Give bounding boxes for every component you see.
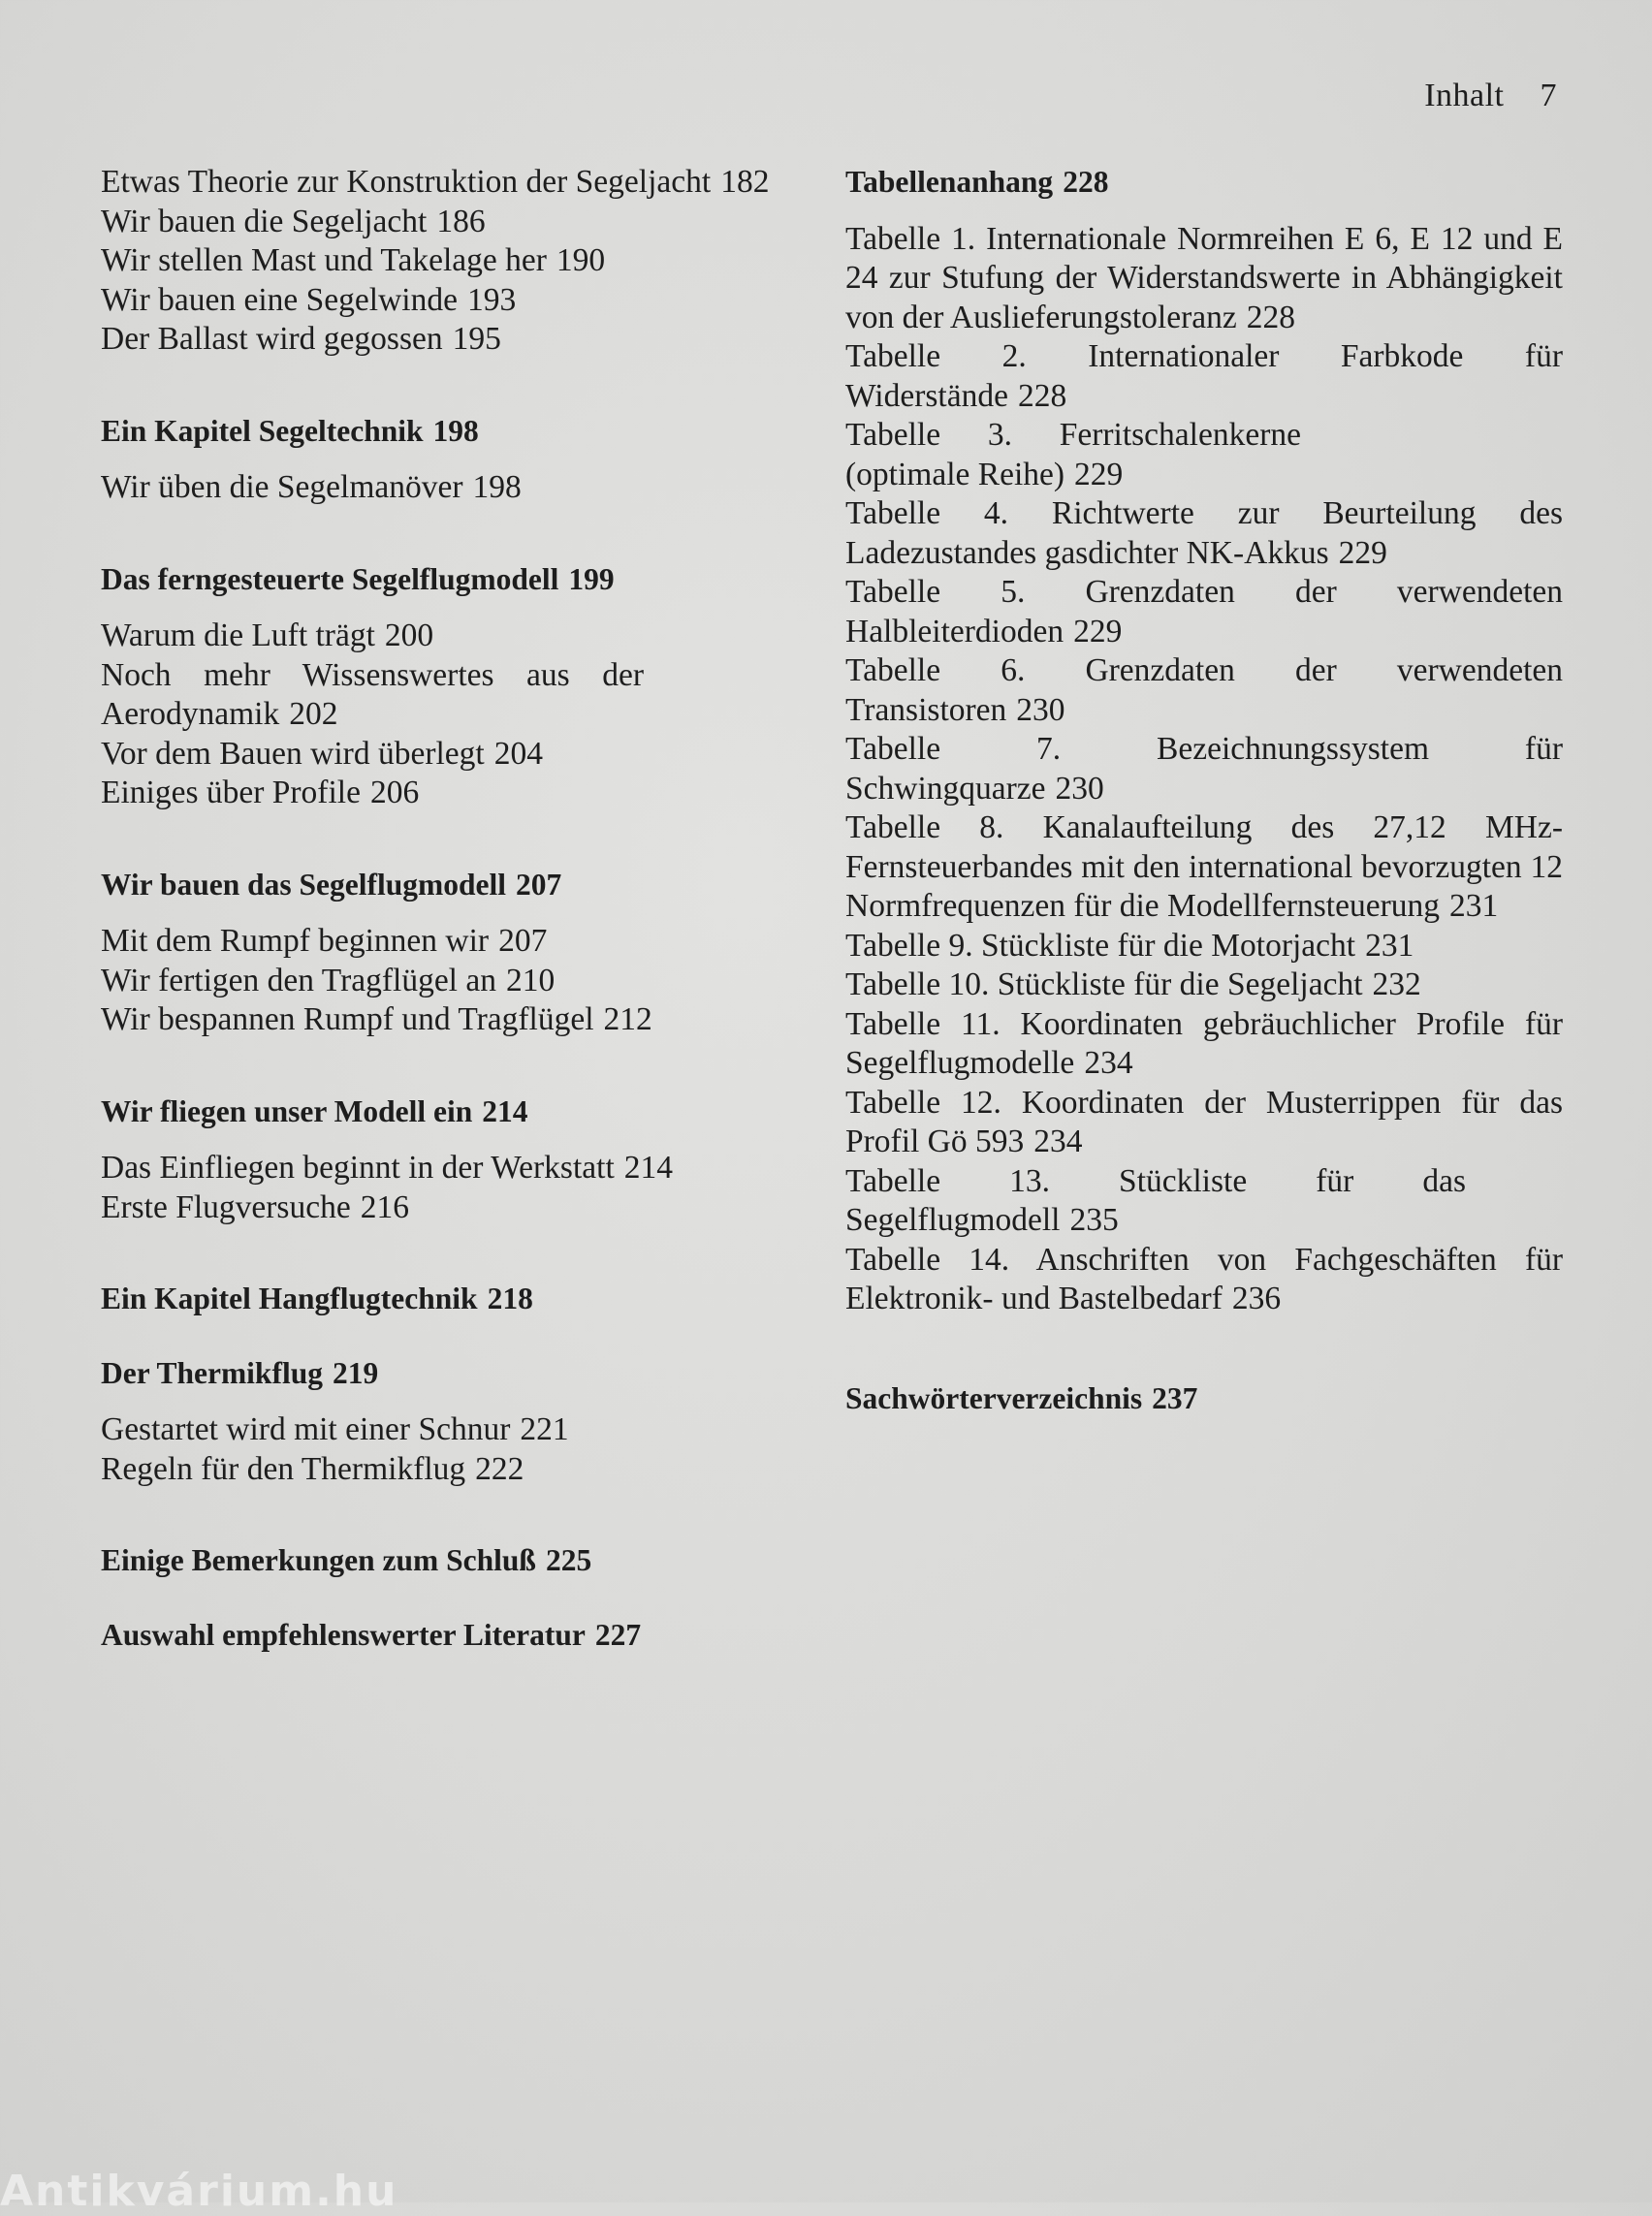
section-heading: Sachwörterverzeichnis 237 bbox=[845, 1380, 1198, 1415]
table-entry: Tabelle 14. Anschriften von Fachgeschäften für Elektronik- und Bastelbedarf 236 bbox=[845, 1241, 1563, 1316]
table-entry: Tabelle 13. Stückliste für das Segelflugmodell 235 bbox=[845, 1162, 1466, 1238]
page-number: 7 bbox=[1540, 78, 1557, 113]
toc-entry: Warum die Luft trägt 200 bbox=[101, 617, 434, 653]
section-heading: Einige Bemerkungen zum Schluß 225 bbox=[101, 1543, 592, 1577]
section-heading: Auswahl empfehlenswerter Literatur 227 bbox=[101, 1617, 642, 1652]
toc-entry: Der Ballast wird gegossen 195 bbox=[101, 321, 501, 357]
toc-entry: Noch mehr Wissenswertes aus der Aerodynamik 202 bbox=[101, 656, 644, 732]
table-entry: Tabelle 5. Grenzdaten der verwendeten Halbleiterdioden 229 bbox=[845, 574, 1563, 649]
toc-entry: Wir bauen die Segeljacht 186 bbox=[101, 203, 486, 239]
table-entry: Tabelle 8. Kanalaufteilung des 27,12 MHz-Fernsteuerbandes mit den international bevorzugten 12 Normfrequenzen für die Modellfernsteuerung 231 bbox=[845, 809, 1563, 924]
table-entry: Tabelle 12. Koordinaten der Musterrippen für das Profil Gö 593 234 bbox=[845, 1084, 1563, 1159]
header-title: Inhalt bbox=[1424, 78, 1505, 113]
toc-entry: Wir fertigen den Tragflügel an 210 bbox=[101, 962, 556, 998]
table-entry: Tabelle 10. Stückliste für die Segeljacht 232 bbox=[845, 966, 1421, 1002]
table-entry: Tabelle 11. Koordinaten gebräuchlicher Profile für Segelflugmodelle 234 bbox=[845, 1005, 1563, 1081]
table-entry: Tabelle 3. Ferritschalenkerne (optimale Reihe) 229 bbox=[845, 417, 1301, 492]
toc-entry: Wir üben die Segelmanöver 198 bbox=[101, 469, 522, 505]
table-entry: Tabelle 2. Internationaler Farbkode für Widerstände 228 bbox=[845, 338, 1563, 414]
table-entry: Tabelle 7. Bezeichnungssystem für Schwingquarze 230 bbox=[845, 731, 1563, 807]
running-header bbox=[1424, 78, 1557, 114]
toc-entry: Mit dem Rumpf beginnen wir 207 bbox=[101, 923, 548, 959]
table-entry: Tabelle 9. Stückliste für die Motorjacht 231 bbox=[845, 927, 1414, 964]
intro-entries bbox=[101, 163, 799, 360]
toc-entry: Etwas Theorie zur Konstruktion der Segeljacht 182 bbox=[101, 164, 770, 200]
toc-entry: Gestartet wird mit einer Schnur 221 bbox=[101, 1411, 569, 1447]
toc-left-column bbox=[101, 163, 799, 1672]
section-heading: Der Thermikflug 219 bbox=[101, 1355, 379, 1390]
section-heading: Tabellenanhang 228 bbox=[845, 165, 1109, 199]
toc-entry: Wir stellen Mast und Takelage her 190 bbox=[101, 242, 606, 278]
table-entry: Tabelle 1. Internationale Normreihen E 6, E 12 und E 24 zur Stufung der Widerstandswerte in Abhängigkeit von der Auslieferungstoleranz 228 bbox=[845, 220, 1563, 335]
toc-right-column bbox=[845, 163, 1563, 1436]
section-heading: Ein Kapitel Segeltechnik 198 bbox=[101, 413, 479, 448]
toc-entry: Wir bauen eine Segelwinde 193 bbox=[101, 281, 517, 318]
toc-entry: Vor dem Bauen wird überlegt 204 bbox=[101, 735, 543, 772]
toc-entry: Erste Flugversuche 216 bbox=[101, 1188, 409, 1225]
watermark: Antikvárium.hu bbox=[0, 2167, 398, 2216]
toc-entry: Das Einfliegen beginnt in der Werkstatt 214 bbox=[101, 1150, 674, 1186]
section-heading: Wir bauen das Segelflugmodell 207 bbox=[101, 867, 562, 902]
section-heading: Wir fliegen unser Modell ein 214 bbox=[101, 1093, 528, 1128]
table-entry: Tabelle 6. Grenzdaten der verwendeten Transistoren 230 bbox=[845, 652, 1563, 728]
toc-entry: Einiges über Profile 206 bbox=[101, 775, 420, 810]
toc-entry: Wir bespannen Rumpf und Tragflügel 212 bbox=[101, 1001, 652, 1037]
table-entry: Tabelle 4. Richtwerte zur Beurteilung des Ladezustandes gasdichter NK-Akkus 229 bbox=[845, 495, 1563, 571]
section-heading: Das ferngesteuerte Segelflugmodell 199 bbox=[101, 561, 615, 596]
section-heading: Ein Kapitel Hangflugtechnik 218 bbox=[101, 1282, 533, 1315]
toc-entry: Regeln für den Thermikflug 222 bbox=[101, 1450, 524, 1487]
